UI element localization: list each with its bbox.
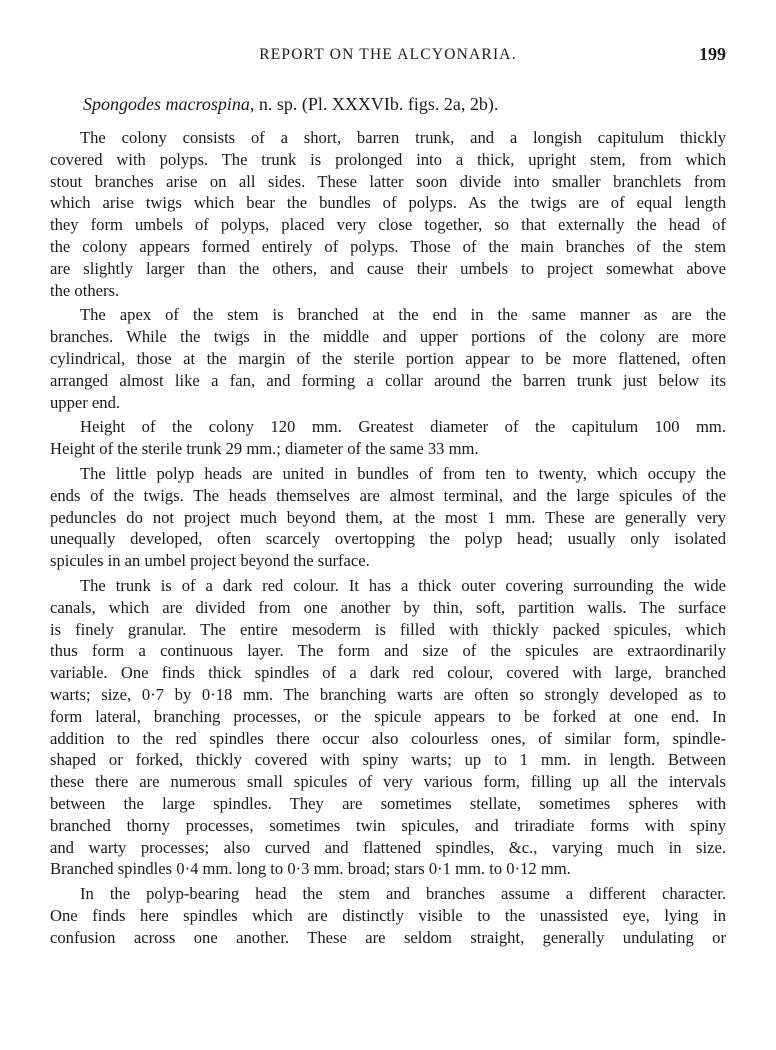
species-name: Spongodes macrospina <box>83 94 250 114</box>
text-line: confusion across one another. These are seldom straight, generally undulating or <box>50 927 726 947</box>
paragraph <box>50 416 726 460</box>
text-line: peduncles do not project much beyond them, at the most 1 mm. These are generally very <box>50 507 726 527</box>
text-line: branched thorny processes, sometimes twin spicules, and triradiate forms with spiny <box>50 815 726 835</box>
text-line: canals, which are divided from one another by thin, soft, partition walls. The surface <box>50 597 726 617</box>
text-line: shaped or forked, thickly covered with spiny warts; up to 1 mm. in length. Between <box>50 750 726 770</box>
paragraph <box>50 575 726 880</box>
text-line: and warty processes; also curved and flattened spindles, &c., varying much in size. <box>50 837 726 857</box>
text-line: thus form a continuous layer. The form and size of the spicules are extraordinarily <box>50 641 726 661</box>
text-line: arranged almost like a fan, and forming a collar around the barren trunk just below its <box>50 370 726 390</box>
text-line: spicules in an umbel project beyond the surface. <box>50 551 370 571</box>
species-heading-rest: , n. sp. (Pl. XXXVIb. figs. 2a, 2b). <box>249 94 499 114</box>
text-line: covered with polyps. The trunk is prolonged into a thick, upright stem, from which <box>50 149 726 169</box>
running-header <box>50 44 726 70</box>
text-line: The little polyp heads are united in bundles of from ten to twenty, which occupy the <box>80 463 726 483</box>
text-line: is finely granular. The entire mesoderm is filled with thickly packed spicules, which <box>50 619 726 639</box>
running-title: REPORT ON THE ALCYONARIA. <box>259 46 517 63</box>
text-line: One finds here spindles which are distinctly visible to the unassisted eye, lying in <box>50 905 726 925</box>
text-line: between the large spindles. They are sometimes stellate, sometimes spheres with <box>50 793 726 813</box>
text-line: these there are numerous small spicules of very various form, filling up all the intervals <box>50 772 726 792</box>
text-line: the colony appears formed entirely of polyps. Those of the main branches of the stem <box>50 236 726 256</box>
text-line: are slightly larger than the others, and cause their umbels to project somewhat above <box>50 258 726 278</box>
paragraph <box>50 883 726 948</box>
body-text <box>50 127 726 951</box>
paragraph <box>50 463 726 572</box>
text-line: cylindrical, those at the margin of the sterile portion appear to be more flattened, often <box>50 348 726 368</box>
text-line: form lateral, branching processes, or the spicule appears to be forked at one end. In <box>50 706 726 726</box>
text-line: upper end. <box>50 392 121 412</box>
text-line: branches. While the twigs in the middle and upper portions of the colony are more <box>50 327 726 347</box>
paragraph <box>50 304 726 413</box>
text-line: warts; size, 0·7 by 0·18 mm. The branching warts are often so strongly developed as to <box>50 684 726 704</box>
paragraph <box>50 127 726 301</box>
text-line: Height of the colony 120 mm. Greatest diameter of the capitulum 100 mm. <box>80 417 726 437</box>
page-number: 199 <box>699 44 726 64</box>
text-line: which arise twigs which bear the bundles of polyps. As the twigs are of equal length <box>50 193 726 213</box>
text-line: In the polyp-bearing head the stem and branches assume a different character. <box>80 884 726 904</box>
text-line: Height of the sterile trunk 29 mm.; diameter of the same 33 mm. <box>50 439 479 459</box>
text-line: ends of the twigs. The heads themselves are almost terminal, and the large spicules of the <box>50 485 726 505</box>
text-line: unequally developed, often scarcely overtopping the polyp head; usually only isolated <box>50 529 726 549</box>
text-line: they form umbels of polyps, placed very close together, so that externally the head of <box>50 215 726 235</box>
text-line: stout branches arise on all sides. These latter soon divide into smaller branchlets from <box>50 171 726 191</box>
text-line: The colony consists of a short, barren trunk, and a longish capitulum thickly <box>80 128 726 147</box>
text-line: addition to the red spindles there occur also colourless ones, of similar form, spindle- <box>50 728 726 748</box>
text-line: Branched spindles 0·4 mm. long to 0·3 mm. broad; stars 0·1 mm. to 0·12 mm. <box>50 859 571 879</box>
text-line: The trunk is of a dark red colour. It has a thick outer covering surrounding the wide <box>80 575 726 595</box>
text-line: The apex of the stem is branched at the end in the same manner as are the <box>80 305 726 325</box>
species-heading <box>83 94 498 115</box>
text-line: the others. <box>50 280 120 300</box>
text-line: variable. One finds thick spindles of a dark red colour, covered with large, branched <box>50 663 726 683</box>
